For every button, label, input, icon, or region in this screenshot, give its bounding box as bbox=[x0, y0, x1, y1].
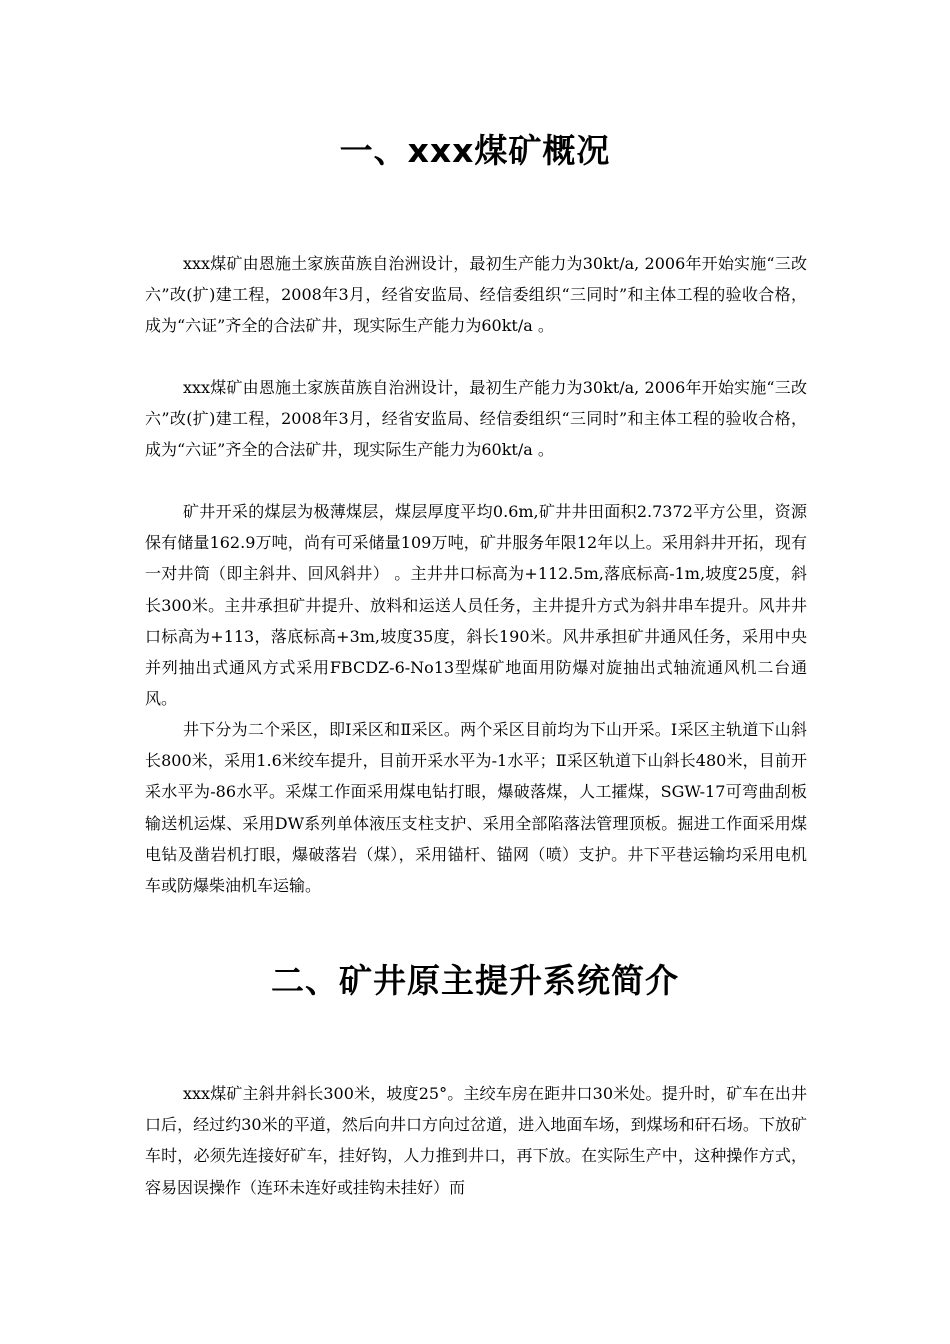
section-1-title: 一、xxx煤矿概况 bbox=[339, 131, 611, 170]
section-1-paragraph-3: 矿井开采的煤层为极薄煤层，煤层厚度平均0.6m,矿井井田面积2.7372平方公里，资源保有储量162.9万吨，尚有可采储量109万吨，矿井服务年限12年以上。采用斜井开拓，现有一对井筒（即主斜井、回风斜井） 。主井井口标高为+112.5m,落底标高-1m,坡度25度，斜长300米。主井承担矿井提升、放料和运送人员任务，主井提升方式为斜井串车提升。风井井口标高为+113，落底标高+3m,坡度35度，斜长190米。风井承担矿井通风任务，采用中央并列抽出式通风方式采用FBCDZ-6-No13型煤矿地面用防爆对旋抽出式轴流通风机二台通风。 bbox=[145, 502, 807, 709]
section-2-title: 二、矿井原主提升系统简介 bbox=[271, 961, 679, 1000]
section-1-paragraph-4: 井下分为二个采区，即Ⅰ采区和Ⅱ采区。两个采区目前均为下山开采。Ⅰ采区主轨道下山斜长800米，采用1.6米绞车提升，目前开采水平为-1水平；Ⅱ采区轨道下山斜长480米，目前开采水平为-86水平。采煤工作面采用煤电钻打眼，爆破落煤，人工攉煤，SGW-17可弯曲刮板输送机运煤、采用DW系列单体液压支柱支护、采用全部陷落法管理顶板。掘进工作面采用煤电钻及凿岩机打眼，爆破落岩（煤），采用锚杆、锚网（喷）支护。井下平巷运输均采用电机车或防爆柴油机车运输。 bbox=[145, 720, 807, 896]
section-2-paragraph-1: xxx煤矿主斜井斜长300米，坡度25°。主绞车房在距井口30米处。提升时，矿车在出井口后，经过约30米的平道，然后向井口方向过岔道，进入地面车场，到煤场和矸石场。下放矿车时，必须先连接好矿车，挂好钩，人力推到井口，再下放。在实际生产中，这种操作方式，容易因误操作（连环未连好或挂钩未挂好）而 bbox=[145, 1084, 807, 1197]
section-1-paragraph-2: xxx煤矿由恩施土家族苗族自治洲设计，最初生产能力为30kt/a, 2006年开始实施“三改六”改(扩)建工程，2008年3月，经省安监局、经信委组织“三同时”和主体工程的验收合格，成为“六证”齐全的合法矿井，现实际生产能力为60kt/a 。 bbox=[145, 378, 807, 460]
section-1-paragraph-1: xxx煤矿由恩施土家族苗族自治洲设计，最初生产能力为30kt/a, 2006年开始实施“三改六”改(扩)建工程，2008年3月，经省安监局、经信委组织“三同时”和主体工程的验收合格，成为“六证”齐全的合法矿井，现实际生产能力为60kt/a 。 bbox=[145, 254, 807, 336]
